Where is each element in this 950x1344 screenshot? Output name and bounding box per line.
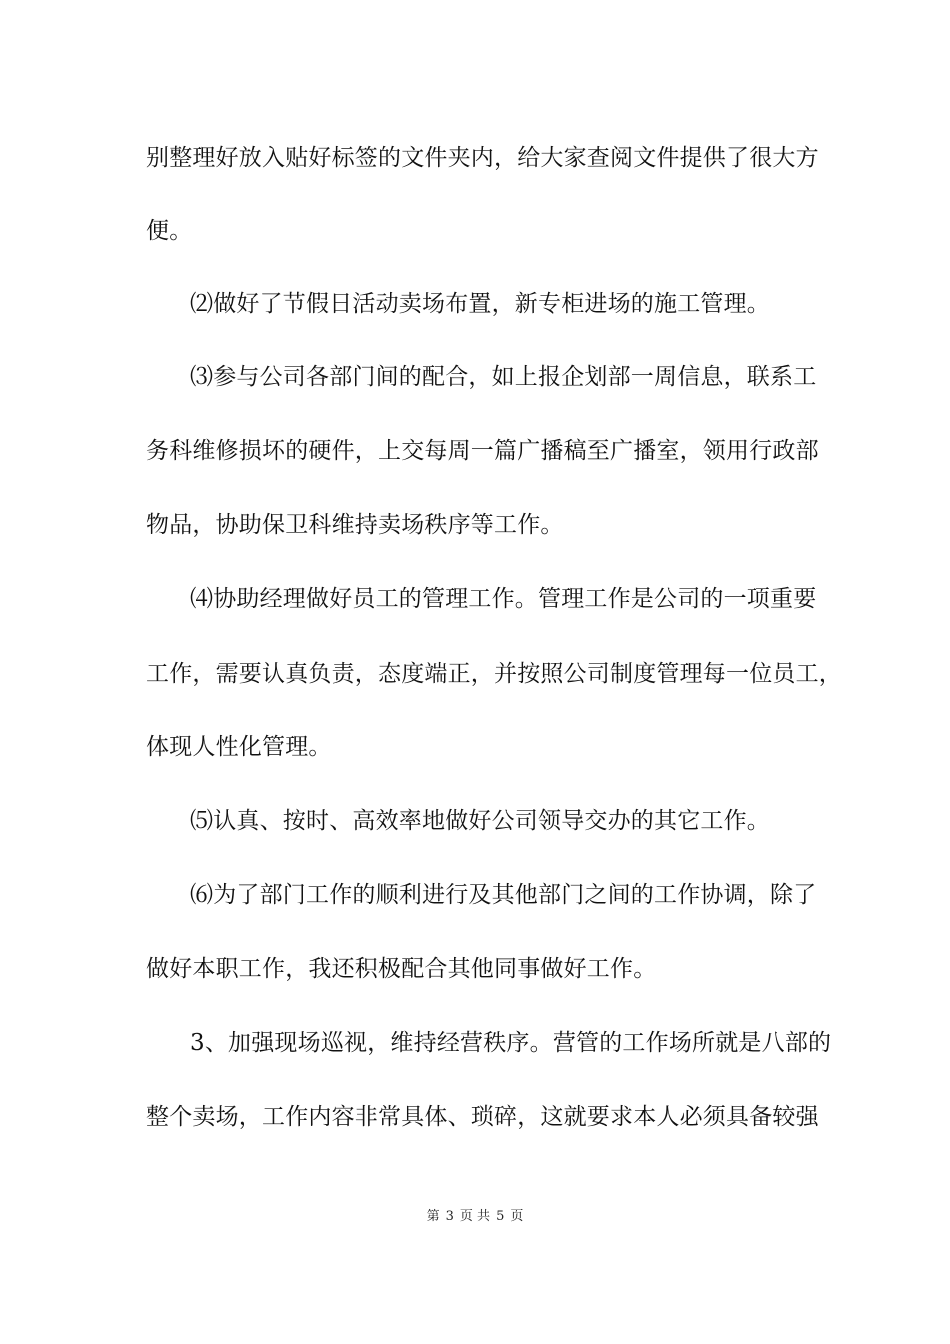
text-line-2: 便。 [146,218,193,244]
text-line-13: 3、加强现场巡视，维持经营秩序。营管的工作场所就是八部的 [190,1030,832,1056]
text-line-6: 物品，协助保卫科维持卖场秩序等工作。 [146,512,564,538]
text-line-1: 别整理好放入贴好标签的文件夹内，给大家查阅文件提供了很大方 [146,145,819,171]
text-line-11: ⑹为了部门工作的顺利进行及其他部门之间的工作协调，除了 [190,882,817,908]
text-line-8: 工作，需要认真负责，态度端正，并按照公司制度管理每一位员工， [146,661,842,687]
text-line-9: 体现人性化管理。 [146,734,332,760]
text-line-7: ⑷协助经理做好员工的管理工作。管理工作是公司的一项重要 [190,586,817,612]
footer-total-pages: 5 [496,1209,505,1224]
footer-current-page: 3 [445,1209,454,1224]
page-footer [0,1208,950,1226]
text-line-10: ⑸认真、按时、高效率地做好公司领导交办的其它工作。 [190,808,770,834]
text-line-3: ⑵做好了节假日活动卖场布置，新专柜进场的施工管理。 [190,291,770,317]
text-line-5: 务科维修损坏的硬件，上交每周一篇广播稿至广播室，领用行政部 [146,438,819,464]
footer-prefix: 第 [426,1209,440,1224]
text-line-14: 整个卖场，工作内容非常具体、琐碎，这就要求本人必须具备较强 [146,1104,819,1130]
text-line-4: ⑶参与公司各部门间的配合，如上报企划部一周信息，联系工 [190,364,817,390]
text-line-12: 做好本职工作，我还积极配合其他同事做好工作。 [146,956,657,982]
footer-suffix: 页 [510,1209,524,1224]
footer-middle: 页 共 [459,1209,491,1224]
